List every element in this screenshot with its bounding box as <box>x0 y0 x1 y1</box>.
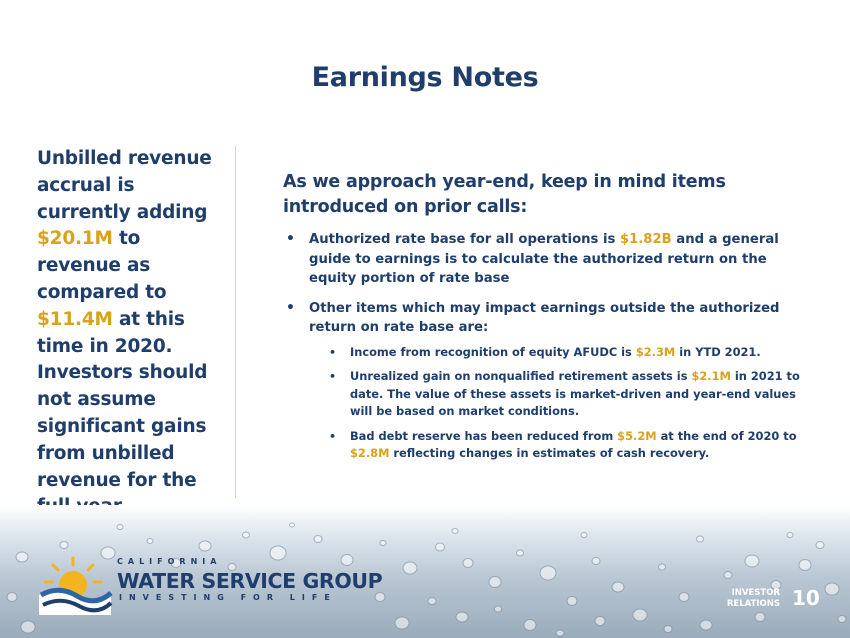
left-panel-text <box>37 146 217 521</box>
sub-bullet-item <box>309 344 800 362</box>
highlight-value: $2.1M <box>691 369 731 383</box>
text-run: Unrealized gain on nonqualified retirement assets is <box>350 369 692 383</box>
sub-bullet-item <box>309 428 800 463</box>
text-run: Unbilled revenue accrual is currently adding <box>37 148 212 223</box>
logo-top-text: CALIFORNIA <box>117 557 222 566</box>
sub-bullet-item <box>309 368 800 421</box>
highlight-value: $11.4M <box>37 308 113 330</box>
bullet-list <box>283 230 823 463</box>
sub-bullet-text <box>350 369 800 418</box>
text-run: Authorized rate base for all operations is <box>309 232 620 247</box>
logo-tagline: INVESTING FOR LIFE <box>119 593 337 602</box>
text-run: and a general guide to earnings is to calculate the authorized return on the equity portion of rate base <box>309 232 779 286</box>
sun-wave-logo-icon <box>37 555 113 615</box>
section-label-line1: INVESTOR <box>731 588 780 598</box>
bullet-item <box>283 299 809 463</box>
logo-main-text: WATER SERVICE GROUP <box>117 569 383 593</box>
text-run: at this time in 2020. Investors should not assume significant gains from unbilled revenue for the <box>37 308 208 491</box>
text-run: to revenue as compared to <box>37 228 167 303</box>
notes-panel <box>283 170 823 473</box>
sub-bullet-text <box>350 345 761 359</box>
section-label <box>718 588 780 610</box>
text-run: Income from recognition of equity AFUDC is <box>350 344 636 359</box>
bullet-text <box>309 301 780 336</box>
highlight-value: $5.2M <box>617 428 657 443</box>
highlight-value: $2.8M <box>350 446 390 460</box>
page-number: 10 <box>792 586 820 610</box>
intro-text: As we approach year-end, keep in mind items introduced on prior calls: <box>283 172 726 217</box>
text-run: in YTD 2021. <box>675 344 761 359</box>
bullet-item <box>283 230 809 289</box>
text-run: Other items which may impact earnings outside the authorized return on rate base are: <box>309 300 780 335</box>
highlight-value: $1.82B <box>619 232 672 247</box>
section-label-line2: RELATIONS <box>726 599 780 609</box>
text-run: in 2021 to date. The value of these assets is market-driven and year-end values will be based on market conditions. <box>350 369 800 418</box>
highlight-value: $2.3M <box>635 344 676 359</box>
text-run: Bad debt reserve has been reduced from <box>350 428 618 443</box>
sub-bullet-list <box>309 344 809 463</box>
highlight-value: $20.1M <box>37 228 113 250</box>
vertical-divider <box>235 146 236 498</box>
slide-title: Earnings Notes <box>311 62 539 93</box>
bullet-text <box>309 232 779 286</box>
company-logo <box>37 555 383 615</box>
text-run: at the end of 2020 to <box>656 428 797 443</box>
sub-bullet-text <box>350 429 797 461</box>
text-run: reflecting changes in estimates of cash recovery. <box>389 446 710 460</box>
